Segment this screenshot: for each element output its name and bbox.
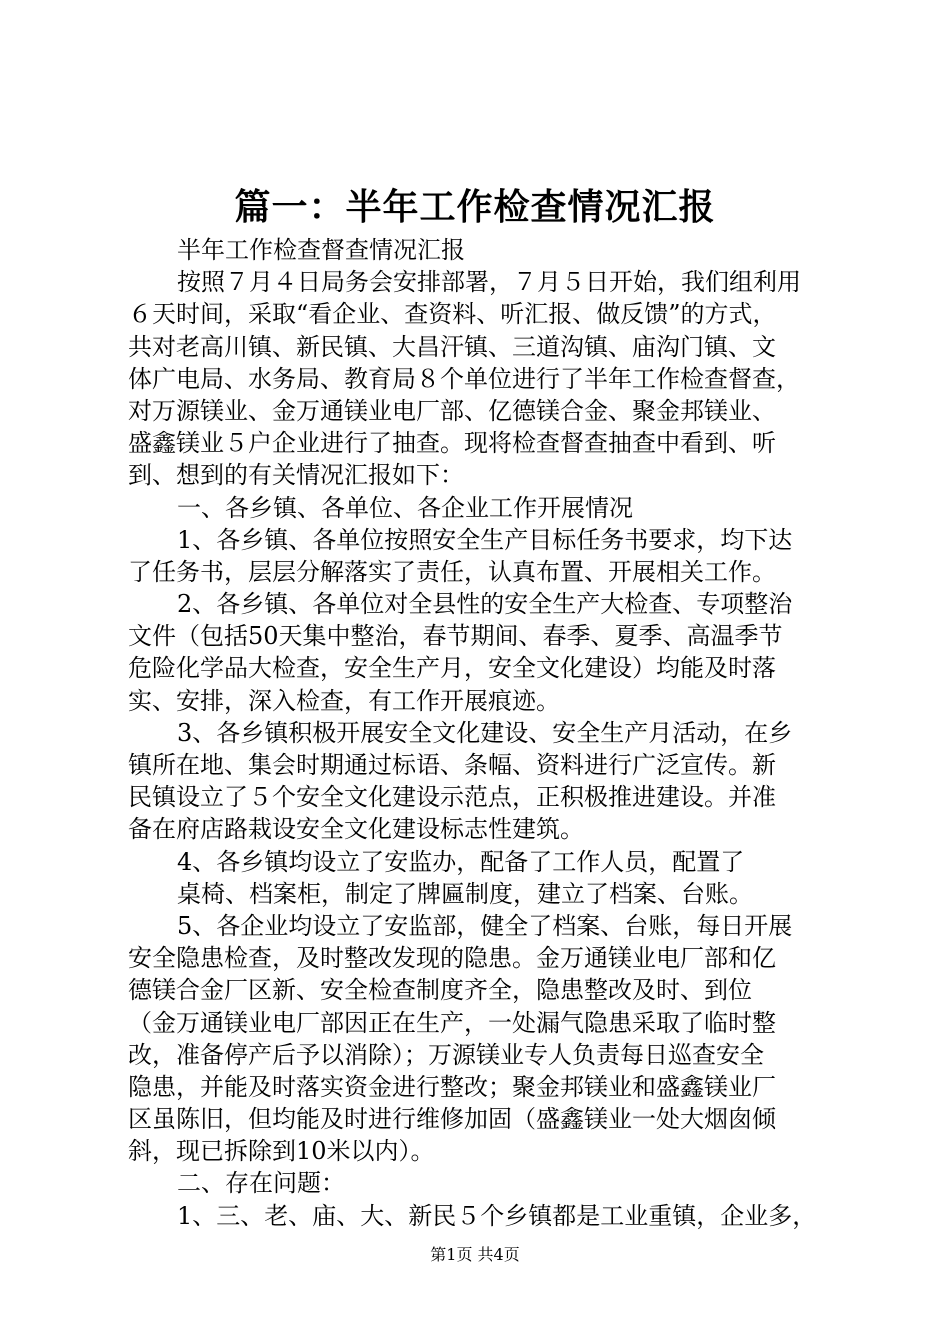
text-line: 区虽陈旧，但均能及时进行维修加固（盛鑫镁业一处大烟囱倾 (128, 1105, 776, 1134)
text-line: 共对老高川镇、新民镇、大昌汗镇、三道沟镇、庙沟门镇、文 (128, 332, 776, 361)
text-line: 桌椅、档案柜，制定了牌匾制度，建立了档案、台账。 (177, 879, 753, 908)
page-footer: 第1页 共4页 (430, 1245, 520, 1264)
text-line: ６天时间，采取“看企业、查资料、听汇报、做反馈”的方式， (128, 300, 777, 329)
text-line: 备在府店路栽设安全文化建设标志性建筑。 (128, 815, 584, 844)
text-line: 按照７月４日局务会安排部署，７月５日开始，我们组利用 (177, 268, 801, 297)
text-line: 体广电局、水务局、教育局８个单位进行了半年工作检查督查， (128, 364, 800, 393)
text-line: 3、各乡镇积极开展安全文化建设、安全生产月活动，在乡 (177, 718, 793, 747)
text-line: 了任务书，层层分解落实了责任，认真布置、开展相关工作。 (128, 557, 776, 586)
text-line: 安全隐患检查，及时整改发现的隐患。金万通镁业电厂部和亿 (128, 944, 776, 973)
text-line: 危险化学品大检查，安全生产月，安全文化建设）均能及时落 (128, 654, 776, 683)
text-line: 镇所在地、集会时期通过标语、条幅、资料进行广泛宣传。新 (128, 751, 776, 779)
text-line: 1、三、老、庙、大、新民５个乡镇都是工业重镇，企业多， (177, 1201, 817, 1230)
text-line: 对万源镁业、金万通镁业电厂部、亿德镁合金、聚金邦镁业、 (128, 396, 776, 425)
text-line: 实、安排，深入检查，有工作开展痕迹。 (128, 686, 560, 715)
text-line: 2、各乡镇、各单位对全县性的安全生产大检查、专项整治 (177, 590, 793, 619)
text-line: 盛鑫镁业５户企业进行了抽查。现将检查督查抽查中看到、听 (128, 429, 776, 458)
text-line: 文件（包括50天集中整治，春节期间、春季、夏季、高温季节 (128, 622, 783, 651)
text-line: 斜，现已拆除到10米以内）。 (128, 1137, 435, 1166)
text-line: 半年工作检查督查情况汇报 (177, 236, 465, 264)
text-line: （金万通镁业电厂部因正在生产，一处漏气隐患采取了临时整 (128, 1008, 776, 1037)
text-line: 二、存在问题： (177, 1169, 345, 1198)
text-line: 改，准备停产后予以消除）；万源镁业专人负责每日巡查安全 (128, 1040, 764, 1069)
text-line: 到、想到的有关情况汇报如下： (128, 461, 464, 490)
document-body (128, 234, 843, 1232)
text-line: 一、各乡镇、各单位、各企业工作开展情况 (177, 493, 633, 522)
text-line: 民镇设立了５个安全文化建设示范点，正积极推进建设。并准 (128, 783, 776, 812)
text-line: 隐患，并能及时落实资金进行整改；聚金邦镁业和盛鑫镁业厂 (128, 1072, 776, 1101)
text-line: 4、各乡镇均设立了安监办，配备了工作人员，配置了 (177, 847, 745, 876)
text-line: 5、各企业均设立了安监部，健全了档案、台账，每日开展 (177, 911, 793, 940)
text-line: 德镁合金厂区新、安全检查制度齐全，隐患整改及时、到位 (128, 976, 752, 1005)
document-title: 篇一：半年工作检查情况汇报 (234, 187, 716, 228)
text-line: 1、各乡镇、各单位按照安全生产目标任务书要求，均下达 (177, 525, 793, 554)
